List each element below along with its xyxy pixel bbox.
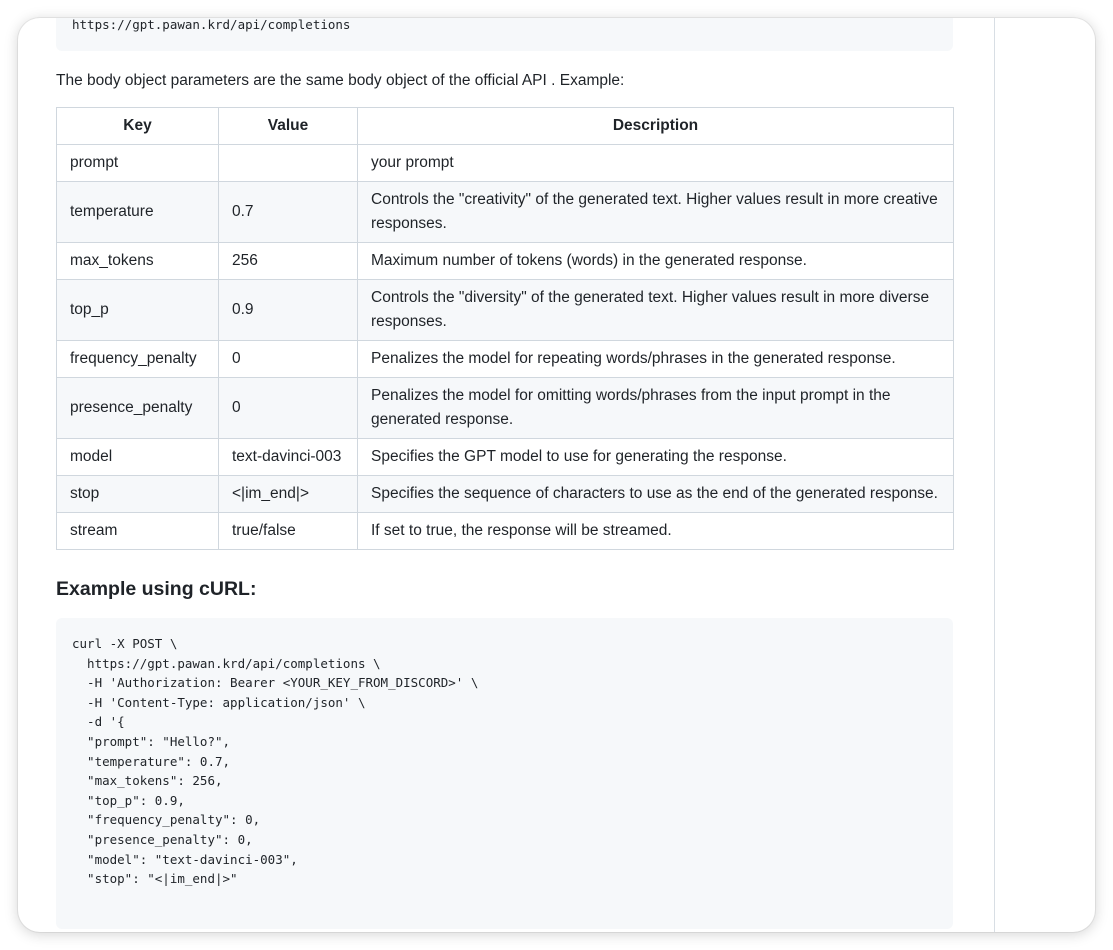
- endpoint-code-block: [56, 18, 953, 51]
- cell-value: 0.9: [219, 280, 358, 341]
- table-row: [57, 145, 954, 182]
- cell-value: 256: [219, 243, 358, 280]
- table-row: [57, 378, 954, 439]
- cell-value: 0: [219, 378, 358, 439]
- code-line: "presence_penalty": 0,: [72, 831, 253, 847]
- cell-key: top_p: [57, 280, 219, 341]
- code-line: "top_p": 0.9,: [72, 792, 185, 808]
- cell-value: [219, 145, 358, 182]
- cell-key: frequency_penalty: [57, 341, 219, 378]
- cell-description: If set to true, the response will be streamed.: [358, 513, 954, 550]
- cell-value: 0.7: [219, 182, 358, 243]
- body-params-intro: The body object parameters are the same body object of the official API . Example:: [56, 72, 625, 89]
- cell-key: model: [57, 439, 219, 476]
- table-header-description: Description: [358, 108, 954, 145]
- cell-description: Specifies the sequence of characters to use as the end of the generated response.: [358, 476, 954, 513]
- table-header-key: Key: [57, 108, 219, 145]
- table-row: [57, 341, 954, 378]
- cell-key: stream: [57, 513, 219, 550]
- cell-key: presence_penalty: [57, 378, 219, 439]
- table-row: [57, 476, 954, 513]
- code-line: -H 'Content-Type: application/json' \: [72, 694, 366, 710]
- sidebar-divider: [994, 18, 995, 932]
- table-header-value: Value: [219, 108, 358, 145]
- code-line: "max_tokens": 256,: [72, 773, 223, 789]
- cell-key: max_tokens: [57, 243, 219, 280]
- code-line: "prompt": "Hello?",: [72, 733, 231, 749]
- curl-code-block: [56, 618, 953, 929]
- browser-window: [18, 18, 1095, 932]
- readme-content: [56, 18, 953, 929]
- params-table: [56, 107, 954, 550]
- cell-description: your prompt: [358, 145, 954, 182]
- table-row: [57, 439, 954, 476]
- example-curl-heading: Example using cURL:: [56, 578, 257, 600]
- cell-description: Controls the "creativity" of the generated text. Higher values result in more creative responses.: [358, 182, 954, 243]
- cell-description: Penalizes the model for omitting words/phrases from the input prompt in the generated response.: [358, 378, 954, 439]
- code-line: "stop": "<|im_end|>": [72, 871, 238, 887]
- cell-description: Maximum number of tokens (words) in the generated response.: [358, 243, 954, 280]
- cell-value: 0: [219, 341, 358, 378]
- table-body: [57, 145, 954, 550]
- cell-description: Specifies the GPT model to use for generating the response.: [358, 439, 954, 476]
- code-line: -d '{: [72, 714, 125, 730]
- code-line: "frequency_penalty": 0,: [72, 812, 261, 828]
- cell-value: <|im_end|>: [219, 476, 358, 513]
- cell-key: stop: [57, 476, 219, 513]
- cell-key: prompt: [57, 145, 219, 182]
- code-line: curl -X POST \: [72, 636, 178, 651]
- endpoint-url-code: https://gpt.pawan.krd/api/completions: [72, 18, 351, 32]
- table-row: [57, 513, 954, 550]
- code-line: "model": "text-davinci-003",: [72, 851, 298, 867]
- cell-description: Penalizes the model for repeating words/phrases in the generated response.: [358, 341, 954, 378]
- cell-value: text-davinci-003: [219, 439, 358, 476]
- code-line: -H 'Authorization: Bearer <YOUR_KEY_FROM_DISCORD>' \: [72, 675, 479, 691]
- table-header-row: [57, 108, 954, 145]
- cell-value: true/false: [219, 513, 358, 550]
- code-line: "temperature": 0.7,: [72, 753, 231, 769]
- table-row: [57, 280, 954, 341]
- table-row: [57, 243, 954, 280]
- table-row: [57, 182, 954, 243]
- cell-key: temperature: [57, 182, 219, 243]
- code-line: https://gpt.pawan.krd/api/completions \: [72, 655, 381, 671]
- cell-description: Controls the "diversity" of the generated text. Higher values result in more diverse responses.: [358, 280, 954, 341]
